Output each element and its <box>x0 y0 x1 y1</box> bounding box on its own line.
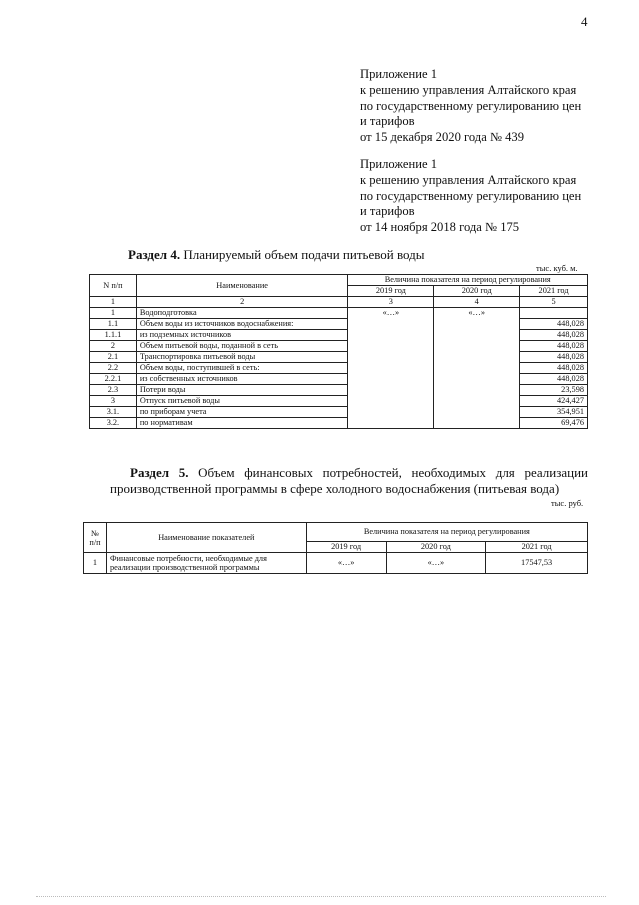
row-num: 2.3 <box>90 385 137 396</box>
header-period-group: Величина показателя на период регулирования <box>306 523 587 542</box>
value-2021: 448,028 <box>520 330 588 341</box>
value-2021: 448,028 <box>520 363 588 374</box>
header-name: Наименование <box>136 275 348 297</box>
page-number: 4 <box>581 14 588 29</box>
bottom-divider <box>36 896 606 897</box>
row-num: 2.1 <box>90 352 137 363</box>
row-name: по приборам учета <box>136 407 348 418</box>
header-num-line2: п/п <box>89 537 101 547</box>
row-num: 3 <box>90 396 137 407</box>
value-2020: «…» <box>386 553 486 574</box>
row-num: 2.2 <box>90 363 137 374</box>
value-2021: 17547,53 <box>486 553 588 574</box>
appendix-line: к решению управления Алтайского края <box>360 172 577 187</box>
row-num: 1 <box>84 553 107 574</box>
value-2021: 448,028 <box>520 352 588 363</box>
row-num: 2.2.1 <box>90 374 137 385</box>
value-2021: 23,598 <box>520 385 588 396</box>
appendix-line: Приложение 1 <box>360 157 438 171</box>
section4-unit: тыс. куб. м. <box>536 263 578 273</box>
row-num: 2 <box>90 341 137 352</box>
table-row <box>84 553 588 574</box>
appendix-current-block <box>360 67 581 146</box>
row-name: Объем воды из источников водоснабжения: <box>136 319 348 330</box>
table-index-row <box>90 297 588 308</box>
table-header-row <box>90 275 588 286</box>
header-num: N п/п <box>90 275 137 297</box>
section4-table <box>89 274 588 429</box>
section5-table <box>83 522 588 574</box>
header-year: 2019 год <box>348 286 434 297</box>
value-2021: 448,028 <box>520 341 588 352</box>
value-2021: 69,476 <box>520 418 588 429</box>
row-num: 1.1.1 <box>90 330 137 341</box>
section5-unit: тыс. руб. <box>551 498 584 508</box>
row-name <box>106 553 306 574</box>
row-name: Объем питьевой воды, поданной в сеть <box>136 341 348 352</box>
row-name: по нормативам <box>136 418 348 429</box>
header-year: 2020 год <box>386 542 486 553</box>
value-2021: 424,427 <box>520 396 588 407</box>
row-num: 3.2. <box>90 418 137 429</box>
section5-title-text: Объем финансовых потребностей, необходимых для реализации производственной программы в сфере холодного водоснабжения (питьевая вода) <box>110 465 588 496</box>
header-year: 2021 год <box>520 286 588 297</box>
section4-title-label: Раздел 4. <box>128 247 181 262</box>
row-name: Отпуск питьевой воды <box>136 396 348 407</box>
section4-title-text: Планируемый объем подачи питьевой воды <box>180 247 425 262</box>
row-name: из подземных источников <box>136 330 348 341</box>
header-period-group: Величина показателя на период регулирования <box>348 275 588 286</box>
appendix-original-block <box>360 157 581 236</box>
section5-title <box>110 465 588 497</box>
header-year: 2019 год <box>306 542 386 553</box>
row-name-line2: реализации производственной программы <box>109 563 260 572</box>
value-2021 <box>520 308 588 319</box>
value-2021: 354,951 <box>520 407 588 418</box>
value-2020: «…» <box>434 308 520 429</box>
appendix-line: к решению управления Алтайского края <box>360 82 577 97</box>
row-name: Транспортировка питьевой воды <box>136 352 348 363</box>
appendix-line: по государственному регулированию цен <box>360 188 582 203</box>
header-year: 2021 год <box>486 542 588 553</box>
header-name: Наименование показателей <box>106 523 306 553</box>
appendix-line: по государственному регулированию цен <box>360 98 582 113</box>
table-row <box>90 308 588 319</box>
section5-title-label: Раздел 5. <box>130 465 189 480</box>
value-2021: 448,028 <box>520 319 588 330</box>
value-2019: «…» <box>348 308 434 429</box>
row-num: 1 <box>90 308 137 319</box>
row-name-line1: Финансовые потребности, необходимые для <box>109 553 267 563</box>
appendix-line: и тарифов <box>360 204 415 219</box>
header-num-line1: № <box>91 528 99 538</box>
index-cell: 4 <box>434 297 520 308</box>
appendix-line: Приложение 1 <box>360 67 438 81</box>
index-cell: 3 <box>348 297 434 308</box>
index-cell: 1 <box>90 297 137 308</box>
row-name: Потери воды <box>136 385 348 396</box>
table-header-row <box>84 523 588 542</box>
row-name: из собственных источников <box>136 374 348 385</box>
index-cell: 5 <box>520 297 588 308</box>
row-num: 1.1 <box>90 319 137 330</box>
row-name: Объем воды, поступившей в сеть: <box>136 363 348 374</box>
value-2019: «…» <box>306 553 386 574</box>
value-2021: 448,028 <box>520 374 588 385</box>
appendix-line: от 14 ноября 2018 года № 175 <box>360 220 520 235</box>
appendix-line: и тарифов <box>360 114 415 129</box>
section4-title <box>128 247 425 263</box>
index-cell: 2 <box>136 297 348 308</box>
row-num: 3.1. <box>90 407 137 418</box>
header-num <box>84 523 107 553</box>
header-year: 2020 год <box>434 286 520 297</box>
appendix-line: от 15 декабря 2020 года № 439 <box>360 130 525 145</box>
row-name: Водоподготовка <box>136 308 348 319</box>
